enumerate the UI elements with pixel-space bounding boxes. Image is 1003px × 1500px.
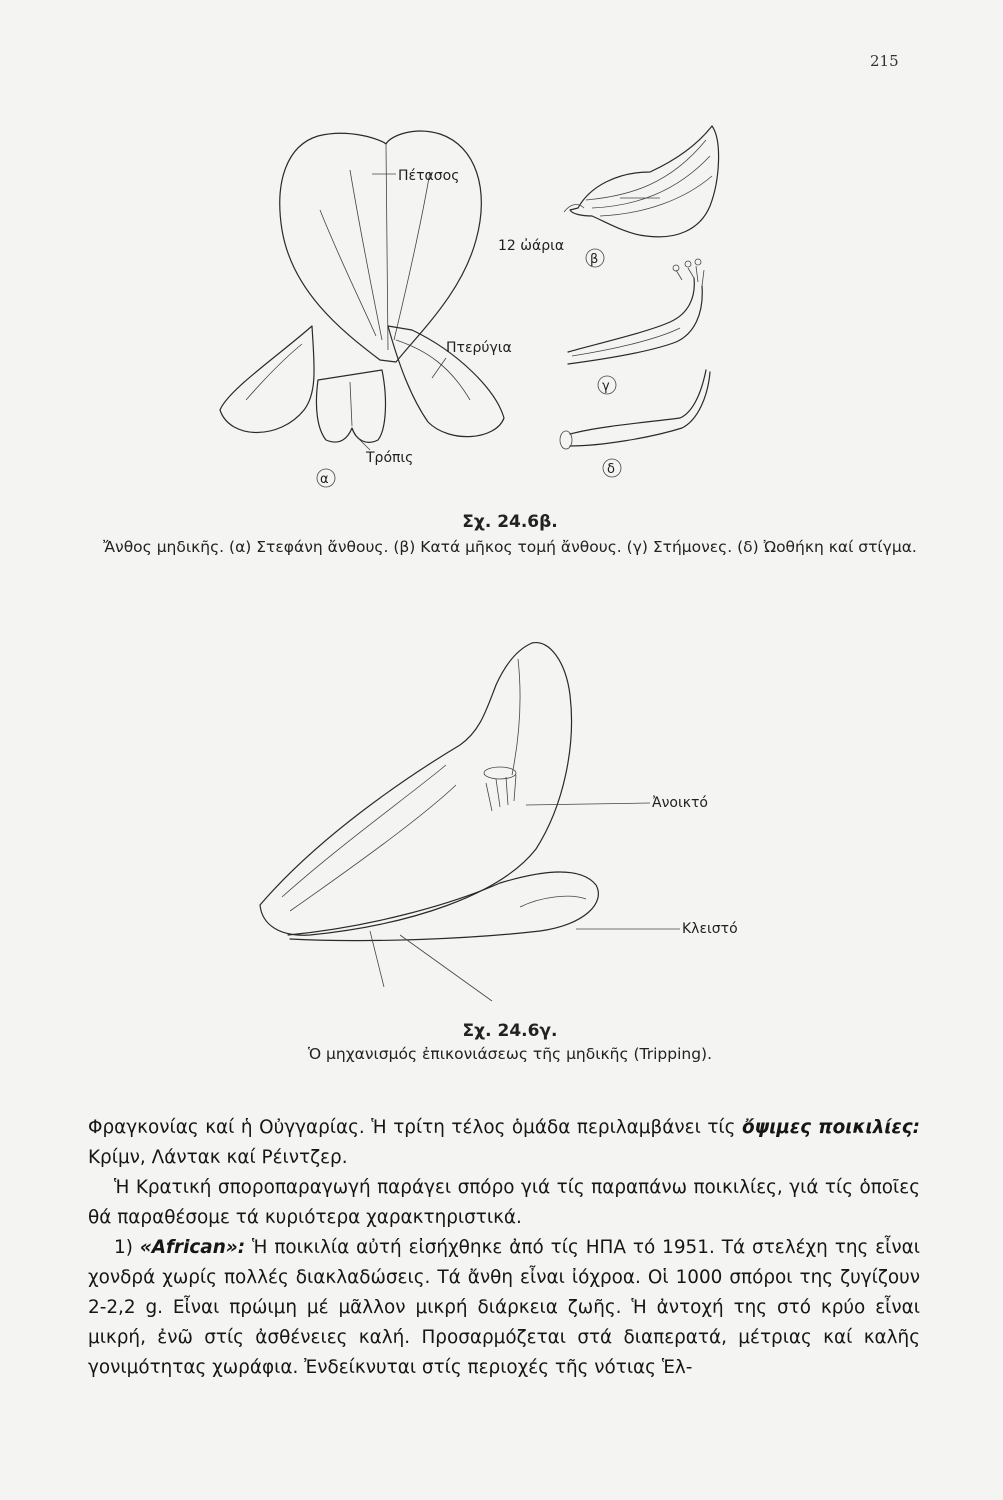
term-african: «African»: — [139, 1237, 246, 1258]
paragraph-1-start: Φραγκονίας καί ἡ Οὐγγαρίας. Ἡ τρίτη τέλος ὁμάδα περιλαμβάνει τίς — [88, 1117, 742, 1138]
ovary-drawing — [560, 370, 710, 449]
label-ovaries: 12 ὠάρια — [498, 238, 565, 254]
flower-section-drawing — [564, 126, 719, 237]
marker-g: γ — [602, 379, 610, 394]
paragraph-1-end: Κρίμν, Λάντακ καί Ρέιντζερ. — [88, 1147, 348, 1168]
figure-24-6c-drawing — [250, 635, 770, 1005]
label-keel: Τρόπις — [366, 450, 414, 466]
figure-24-6b-text: Ἄνθος μηδικῆς. (α) Στεφάνη ἄνθους. (β) Κατά μῆκος τομή ἄνθους. (γ) Στήμονες. (δ) Ὠοθήκη καί στίγμα. — [103, 538, 917, 556]
paragraph-2: Ἡ Κρατική σποροπαραγωγή παράγει σπόρο γιά τίς παραπάνω ποικιλίες, γιά τίς ὁποῖες θά παραθέσομε τά κυριότερα χαρακτηριστικά. — [88, 1177, 920, 1228]
label-wings: Πτερύγια — [446, 340, 512, 356]
figure-24-6c-text: Ὁ μηχανισμός ἐπικονιάσεως τῆς μηδικῆς (Tripping). — [307, 1045, 713, 1063]
figure-24-6b-caption — [100, 512, 920, 558]
paragraph-3-text: Ἡ ποικιλία αὐτή εἰσήχθηκε ἀπό τίς ΗΠΑ τό 1951. Τά στελέχη της εἶναι χονδρά χωρίς πολλές διακλαδώσεις. Τά ἄνθη εἶναι ἰόχροα. Οἱ 1000 σπόροι της ζυγίζουν 2-2,2 g. Εἶναι πρώιμη μέ μᾶλλον μικρή διάρκεια ζωῆς. Ἡ ἀντοχή της στό κρύο εἶναι μικρή, ἐνῶ στίς ἀσθένειες καλή. Προσαρμόζεται στά διαπερατά, μέτριας καί καλῆς γονιμότητας χωράφια. Ἐνδείκνυται στίς περιοχές τῆς νότιας Ἑλ- — [88, 1237, 920, 1378]
label-open: Ἀνοικτό — [652, 795, 708, 811]
figure-24-6c-caption — [150, 1021, 870, 1065]
body-text — [88, 1113, 920, 1383]
stamens-drawing — [568, 259, 704, 364]
flower-corolla-drawing — [220, 131, 504, 450]
figure-24-6c-number: Σχ. 24.6γ. — [462, 1021, 558, 1041]
term-late-varieties: ὄψιμες ποικιλίες: — [741, 1117, 920, 1138]
label-closed: Κλειστό — [682, 921, 738, 937]
paragraph-1 — [88, 1113, 920, 1173]
tripping-flower-drawing — [260, 643, 680, 1001]
page-number: 215 — [870, 52, 899, 70]
figure-24-6b-drawing — [200, 100, 720, 500]
label-petasos: Πέτασος — [398, 168, 460, 184]
marker-b: β — [590, 252, 599, 267]
figure-24-6b-number: Σχ. 24.6β. — [462, 512, 558, 532]
marker-d: δ — [607, 462, 615, 477]
paragraph-3-number: 1) — [114, 1237, 140, 1258]
marker-a: α — [320, 472, 329, 487]
paragraph-3 — [88, 1233, 920, 1383]
